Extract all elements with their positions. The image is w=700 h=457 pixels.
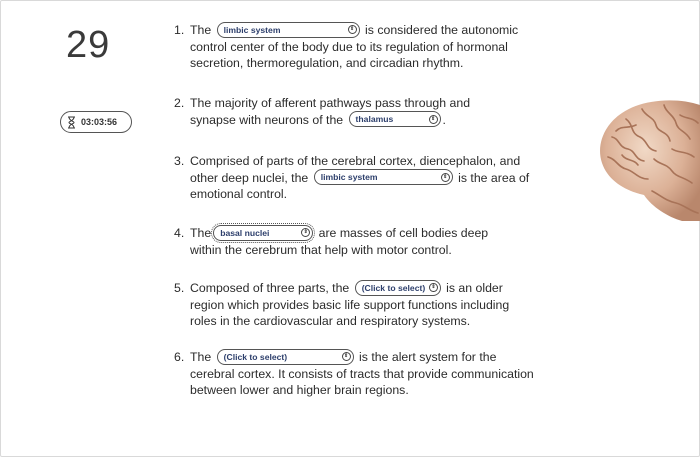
timer-badge [60, 111, 132, 133]
question-text-before: The [190, 23, 212, 37]
question-index: 3. [174, 154, 185, 168]
select-value: (Click to select) [361, 282, 426, 293]
question-item-4 [174, 225, 554, 258]
chevron-updown-icon: ⇕ [348, 25, 357, 34]
select-value: limbic system [320, 172, 378, 182]
answer-select-2[interactable] [349, 111, 441, 127]
select-value: thalamus [355, 114, 394, 124]
question-index: 1. [174, 23, 185, 37]
answer-select-1[interactable] [217, 22, 360, 38]
question-text-after: are masses of cell bodies deep within the cerebrum that help with motor control. [190, 226, 489, 257]
question-item-1 [174, 22, 554, 72]
timer-text: 03:03:56 [81, 117, 118, 127]
answer-select-6[interactable] [217, 349, 354, 365]
question-text-after: is the area of emotional control. [190, 170, 530, 202]
question-text-after: is considered the autonomic control center of the body due to its regulation of hormonal secretion, thermoregulation, and circadian rhythm. [190, 23, 519, 71]
question-number: 29 [66, 24, 111, 66]
question-item-2 [174, 95, 554, 128]
answer-select-3[interactable] [314, 169, 453, 185]
question-text-before: The majority of afferent pathways pass through and synapse with neurons of the [190, 96, 471, 127]
chevron-updown-icon: ⇕ [429, 283, 437, 292]
select-value: (Click to select) [223, 351, 288, 362]
question-item-6 [174, 349, 554, 399]
answer-select-5[interactable] [355, 280, 441, 296]
question-text-before: The [190, 350, 212, 364]
question-index: 2. [174, 96, 185, 110]
question-text-before: The [190, 226, 212, 240]
question-text-before: Comprised of parts of the cerebral cortex, diencephalon, and other deep nuclei, the [190, 154, 521, 185]
chevron-updown-icon: ⇕ [342, 352, 351, 361]
question-text-after: . [442, 112, 446, 127]
chevron-updown-icon: ⇕ [301, 228, 310, 237]
question-text-after: is the alert system for the cerebral cortex. It consists of tracts that provide communication between lower and higher brain regions. [190, 350, 534, 398]
brain-image [582, 95, 700, 225]
question-item-3 [174, 153, 554, 203]
question-index: 4. [174, 226, 185, 240]
question-index: 5. [174, 281, 185, 295]
hourglass-icon [67, 116, 76, 129]
chevron-updown-icon: ⇕ [429, 115, 438, 124]
chevron-updown-icon: ⇕ [441, 173, 450, 182]
select-value: limbic system [223, 24, 281, 35]
select-value: basal nuclei [220, 227, 270, 238]
answer-select-4[interactable] [213, 225, 313, 241]
question-text-after: is an older region which provides basic life support functions including roles in the cardiovascular and respiratory systems. [190, 281, 510, 329]
question-index: 6. [174, 350, 185, 364]
question-item-5 [174, 280, 554, 330]
question-text-before: Composed of three parts, the [190, 281, 350, 295]
